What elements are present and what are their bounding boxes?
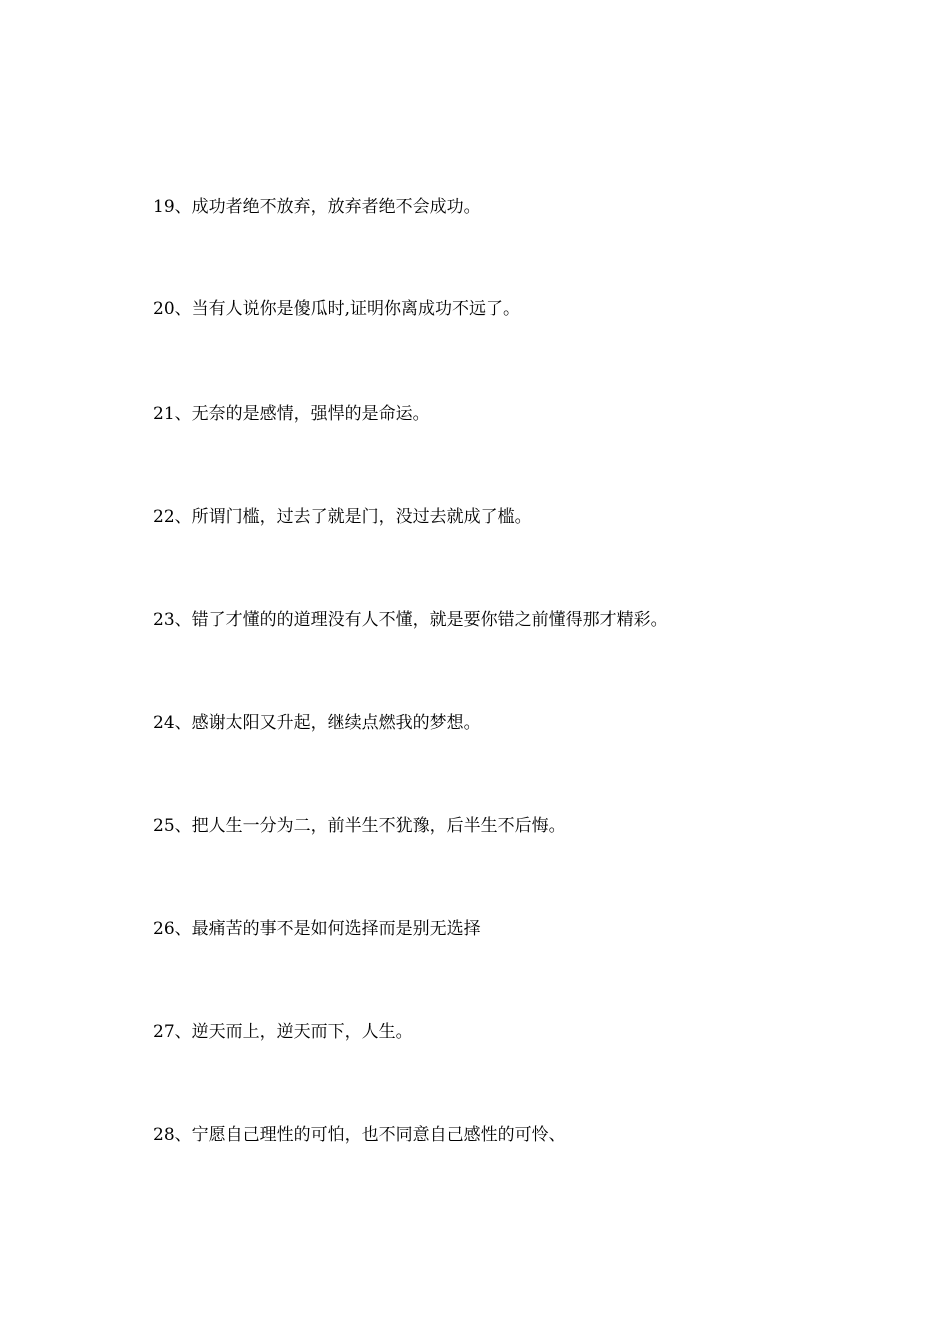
quote-text: 、逆天而上，逆天而下，人生。	[174, 1022, 413, 1042]
quote-line-26	[153, 918, 481, 940]
quote-text: 、当有人说你是傻瓜时,证明你离成功不远了。	[174, 299, 521, 319]
quote-number: 22	[153, 507, 175, 527]
quote-text: 、宁愿自己理性的可怕，也不同意自己感性的可怜、	[174, 1125, 566, 1145]
quote-line-22	[153, 506, 532, 528]
quote-number: 21	[153, 404, 175, 424]
quote-text: 、成功者绝不放弃，放弃者绝不会成功。	[174, 197, 481, 217]
quote-line-19	[153, 196, 481, 218]
quote-text: 、把人生一分为二，前半生不犹豫，后半生不后悔。	[174, 816, 566, 836]
quote-line-21	[153, 403, 430, 425]
quote-number: 19	[153, 197, 175, 217]
quote-number: 26	[153, 919, 175, 939]
quote-text: 、无奈的是感情，强悍的是命运。	[174, 404, 430, 424]
quote-line-27	[153, 1021, 413, 1043]
quote-line-23	[153, 609, 668, 631]
quote-line-25	[153, 815, 566, 837]
quote-number: 27	[153, 1022, 175, 1042]
quote-number: 28	[153, 1125, 175, 1145]
quote-line-24	[153, 712, 481, 734]
quote-number: 25	[153, 816, 175, 836]
quote-text: 、感谢太阳又升起，继续点燃我的梦想。	[174, 713, 481, 733]
quote-line-28	[153, 1124, 566, 1146]
quote-number: 20	[153, 299, 175, 319]
quote-text: 、错了才懂的的道理没有人不懂，就是要你错之前懂得那才精彩。	[174, 610, 668, 630]
quote-text: 、最痛苦的事不是如何选择而是别无选择	[174, 919, 481, 939]
quote-line-20	[153, 298, 520, 320]
quote-number: 24	[153, 713, 175, 733]
quote-text: 、所谓门槛，过去了就是门，没过去就成了槛。	[174, 507, 532, 527]
quote-number: 23	[153, 610, 175, 630]
